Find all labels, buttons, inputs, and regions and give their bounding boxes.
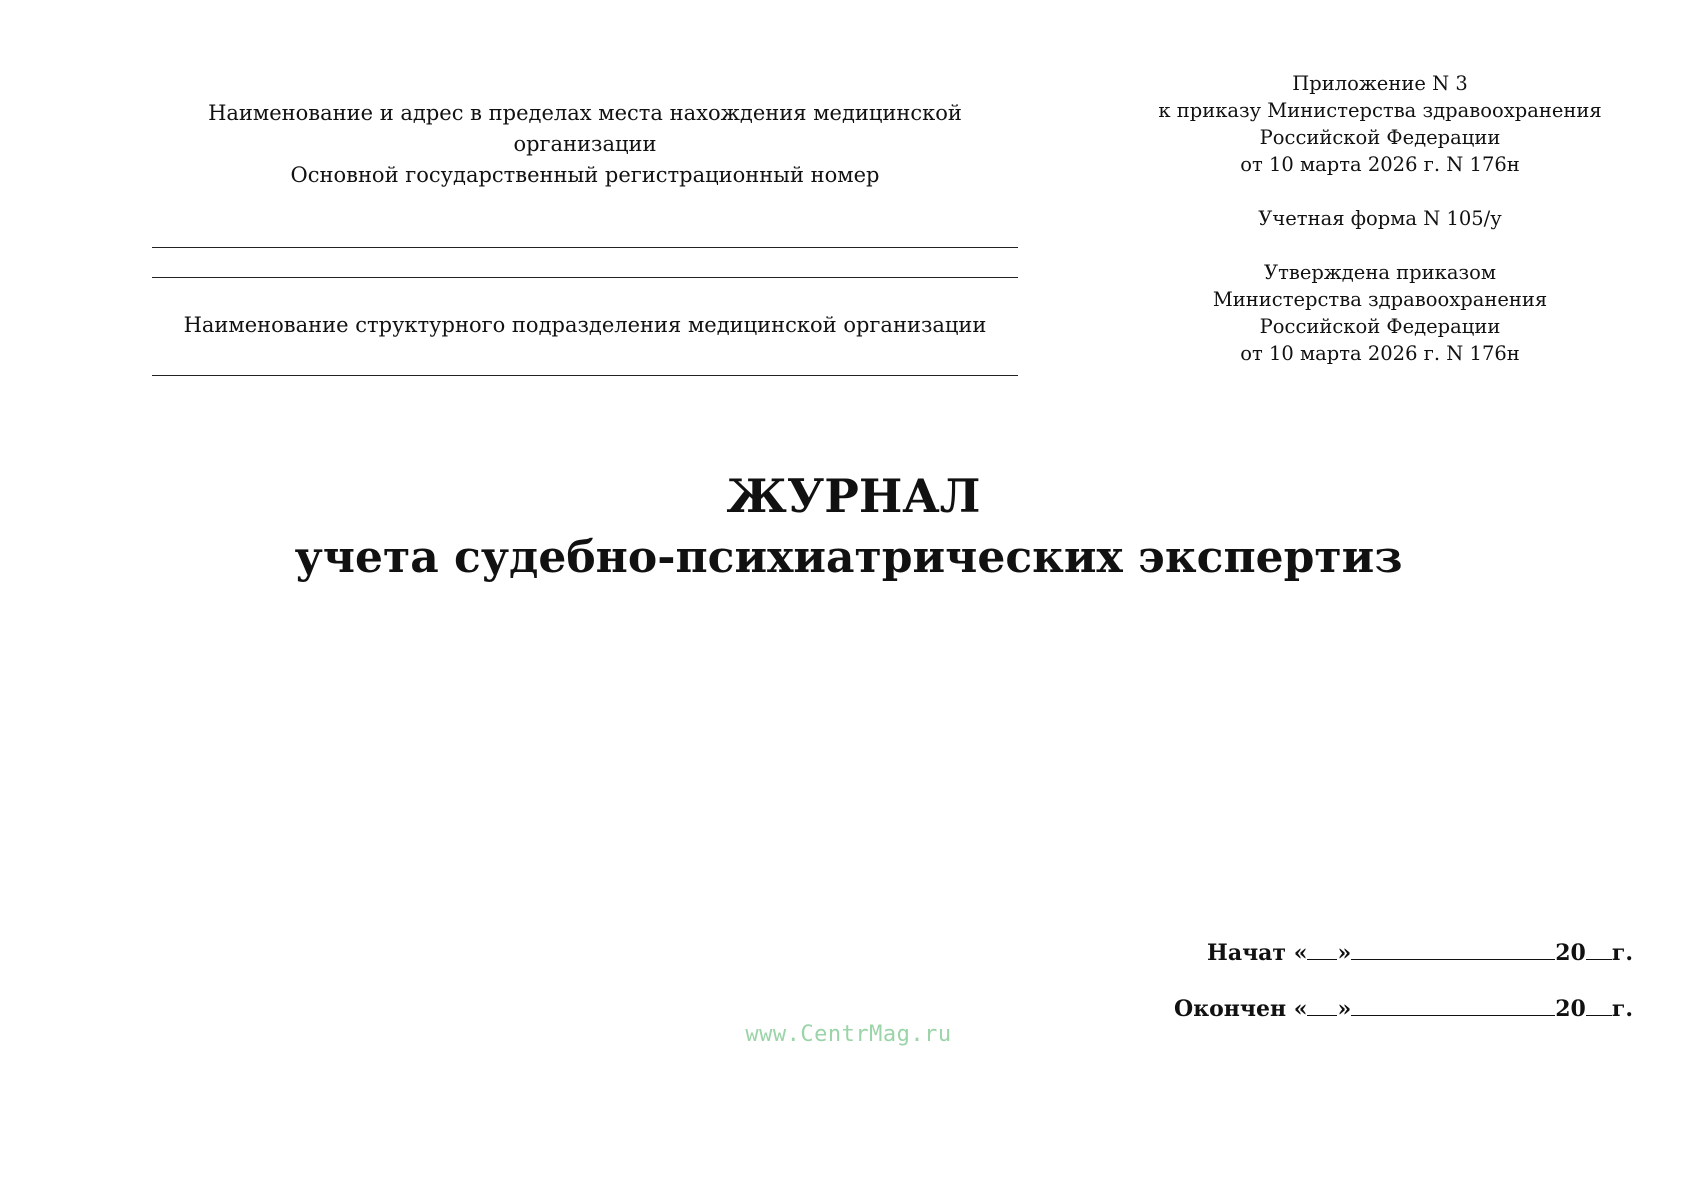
started-month-blank[interactable] <box>1351 939 1555 960</box>
ended-day-blank[interactable] <box>1307 995 1337 1016</box>
order-ref-line: к приказу Министерства здравоохранения <box>1158 99 1602 122</box>
spacer <box>1140 178 1620 205</box>
year-prefix: 20 <box>1555 940 1586 966</box>
subdivision-label: Наименование структурного подразделения медицинской организации <box>183 313 987 337</box>
spacer <box>1140 232 1620 259</box>
year-suffix: г. <box>1611 940 1633 966</box>
ended-label: Окончен « <box>1174 996 1308 1022</box>
year-suffix: г. <box>1611 996 1633 1022</box>
ministry-line: Министерства здравоохранения <box>1212 288 1548 311</box>
approved-by-line: Утверждена приказом <box>1263 261 1497 284</box>
organization-header <box>140 98 1030 376</box>
ended-month-blank[interactable] <box>1351 995 1555 1016</box>
year-prefix: 20 <box>1555 996 1586 1022</box>
started-label: Начат « <box>1207 940 1308 966</box>
started-day-blank[interactable] <box>1307 939 1337 960</box>
approved-date-line: от 10 марта 2026 г. N 176н <box>1240 342 1520 365</box>
started-date-row <box>1073 938 1633 968</box>
approval-block <box>1140 70 1620 367</box>
org-name-label: Наименование и адрес в пределах места нахождения медицинской организации <box>208 101 962 156</box>
federation-line: Российской Федерации <box>1259 126 1501 149</box>
order-date-line: от 10 марта 2026 г. N 176н <box>1240 153 1520 176</box>
form-number: Учетная форма N 105/у <box>1258 207 1502 230</box>
quote-close: » <box>1337 996 1352 1022</box>
subdivision-fill-line[interactable] <box>152 375 1018 376</box>
org-name-fill-line[interactable] <box>152 247 1018 248</box>
ended-date-row <box>1073 994 1633 1024</box>
federation-line-2: Российской Федерации <box>1259 315 1501 338</box>
title-main: ЖУРНАЛ <box>726 469 981 523</box>
quote-close: » <box>1337 940 1352 966</box>
title-subtitle: учета судебно-психиатрических экспертиз <box>294 532 1403 583</box>
started-year-blank[interactable] <box>1586 939 1612 960</box>
watermark: www.CentrMag.ru <box>745 1022 952 1047</box>
appendix-line: Приложение N 3 <box>1292 72 1468 95</box>
journal-title <box>0 466 1697 588</box>
ogrn-label: Основной государственный регистрационный номер <box>290 163 880 187</box>
ogrn-fill-line[interactable] <box>152 277 1018 278</box>
ended-year-blank[interactable] <box>1586 995 1612 1016</box>
